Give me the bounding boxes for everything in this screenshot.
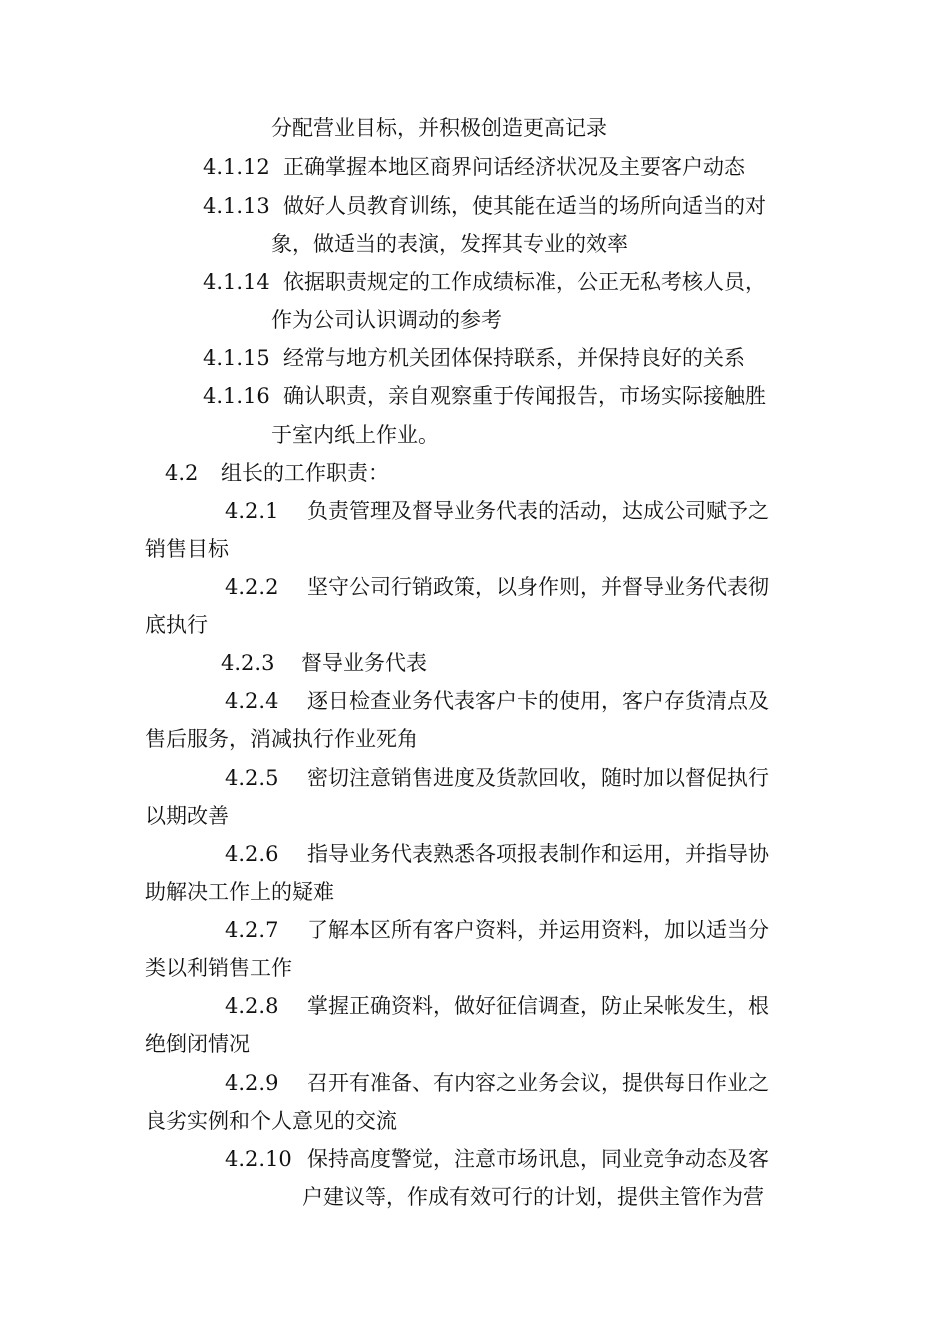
list-item-4-2-5: [225, 763, 769, 793]
item-number: 4.1.13: [203, 194, 270, 218]
item-number: 4.1.16: [203, 384, 270, 408]
item-number: 4.2.6: [225, 842, 279, 866]
item-number: 4.2: [165, 461, 199, 485]
item-text: 了解本区所有客户资料，并运用资料，加以适当分: [307, 918, 769, 942]
text-line: 绝倒闭情况: [145, 1032, 250, 1056]
list-item-4-1-12: [203, 152, 745, 182]
list-item-4-1-13: [203, 191, 766, 221]
list-item-4-2-6: [225, 839, 769, 869]
list-item-4-2-8: [225, 991, 769, 1021]
list-item-4-1-16: [203, 381, 766, 411]
item-number: 4.2.7: [225, 918, 279, 942]
list-item-4-2-10: [225, 1144, 769, 1174]
list-item-4-1-15: [203, 343, 745, 373]
item-text: 召开有准备、有内容之业务会议，提供每日作业之: [307, 1071, 769, 1095]
text-line: 户建议等，作成有效可行的计划，提供主管作为营: [302, 1185, 764, 1209]
text-line: 于室内纸上作业。: [271, 423, 439, 447]
item-number: 4.1.15: [203, 346, 270, 370]
item-text: 指导业务代表熟悉各项报表制作和运用，并指导协: [307, 842, 769, 866]
item-number: 4.2.2: [225, 575, 279, 599]
text-line: 作为公司认识调动的参考: [271, 308, 502, 332]
list-item-4-2-7: [225, 915, 769, 945]
item-text: 督导业务代表: [301, 651, 427, 675]
item-number: 4.2.9: [225, 1071, 279, 1095]
item-text: 组长的工作职责：: [221, 461, 389, 485]
item-number: 4.2.3: [221, 651, 275, 675]
list-item-4-1-14: [203, 267, 766, 297]
item-text: 负责管理及督导业务代表的活动，达成公司赋予之: [307, 499, 769, 523]
text-line: 类以利销售工作: [145, 956, 292, 980]
item-number: 4.2.4: [225, 689, 279, 713]
item-text: 确认职责，亲自观察重于传闻报告，市场实际接触胜: [283, 384, 766, 408]
item-text: 正确掌握本地区商界问话经济状况及主要客户动态: [283, 155, 745, 179]
section-heading-4-2: [165, 458, 389, 488]
item-text: 掌握正确资料，做好征信调查，防止呆帐发生，根: [307, 994, 769, 1018]
text-line: 以期改善: [145, 804, 229, 828]
text-line: 分配营业目标，并积极创造更高记录: [271, 116, 607, 140]
item-number: 4.2.8: [225, 994, 279, 1018]
item-text: 保持高度警觉，注意市场讯息，同业竞争动态及客: [307, 1147, 769, 1171]
item-number: 4.1.12: [203, 155, 270, 179]
text-line: 象，做适当的表演，发挥其专业的效率: [271, 232, 628, 256]
item-number: 4.2.1: [225, 499, 279, 523]
item-text: 坚守公司行销政策，以身作则，并督导业务代表彻: [307, 575, 769, 599]
list-item-4-2-1: [225, 496, 769, 526]
item-text: 做好人员教育训练，使其能在适当的场所向适当的对: [283, 194, 766, 218]
text-line: 助解决工作上的疑难: [145, 880, 334, 904]
text-line: 良劣实例和个人意见的交流: [145, 1109, 397, 1133]
item-text: 逐日检查业务代表客户卡的使用，客户存货清点及: [307, 689, 769, 713]
text-line: 售后服务，消减执行作业死角: [145, 727, 418, 751]
list-item-4-2-9: [225, 1068, 769, 1098]
list-item-4-2-4: [225, 686, 769, 716]
item-text: 依据职责规定的工作成绩标准，公正无私考核人员，: [283, 270, 766, 294]
item-number: 4.2.10: [225, 1147, 292, 1171]
list-item-4-2-3: [221, 648, 427, 678]
text-line: 底执行: [145, 613, 208, 637]
item-number: 4.2.5: [225, 766, 279, 790]
text-line: 销售目标: [145, 537, 229, 561]
item-number: 4.1.14: [203, 270, 270, 294]
list-item-4-2-2: [225, 572, 769, 602]
item-text: 经常与地方机关团体保持联系，并保持良好的关系: [283, 346, 745, 370]
item-text: 密切注意销售进度及货款回收，随时加以督促执行: [307, 766, 769, 790]
